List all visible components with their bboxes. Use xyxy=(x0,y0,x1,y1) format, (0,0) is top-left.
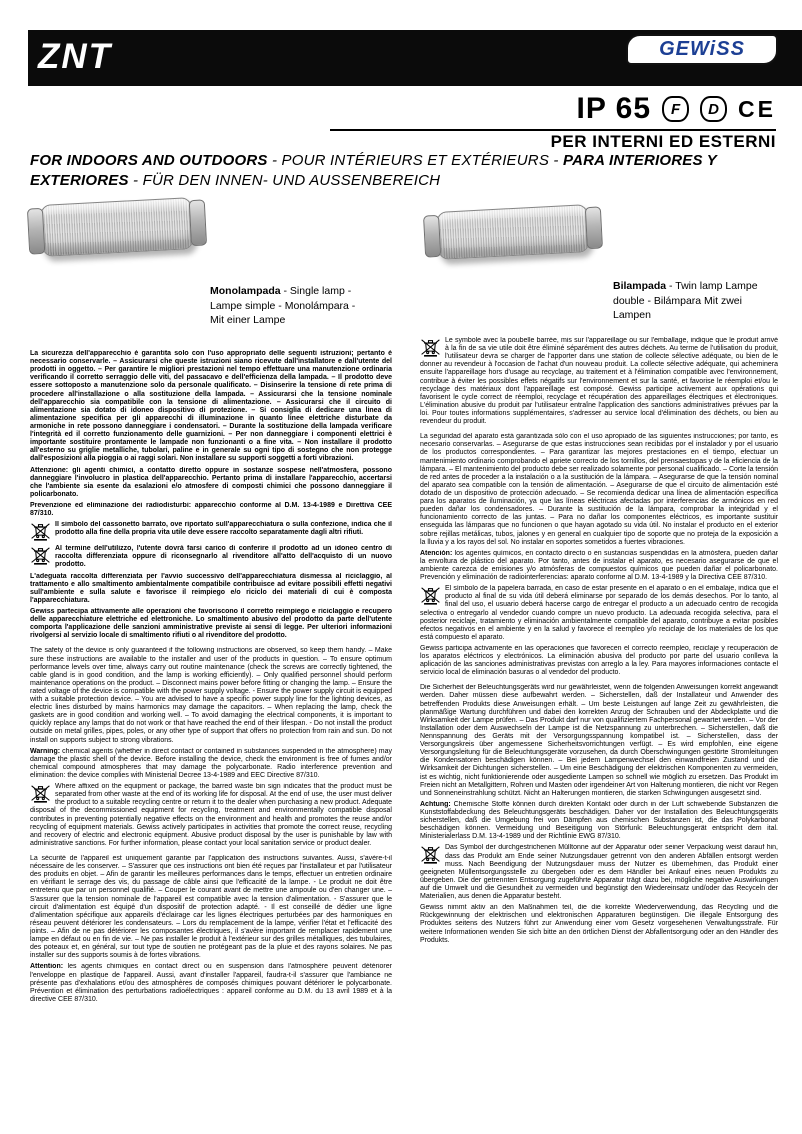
end-cap xyxy=(585,206,603,249)
paragraph-es-safety: La seguridad del aparato está garantizada sólo con el uso apropiado de las siguientes instrucciones; por tanto, es necesario conservarlas. – Asegurarse de que estas instrucciones sean recibidas por el instalador y por el usuario de los productos correspondientes. – Para garantizar las mejores prestaciones en el tiempo, efectuar un mantenimiento ordinario comprobando el apriete correcto de los tornillos, del prensaestopas y de la eficiencia de la lámpara. – El mantenimiento del producto debe ser realizado solamente por personal cualificado. – Corte la tensión de red antes de proceder a la instalación o a la sustitución de la lámpara. – Asegurarse de que la tensión nominal del aparato sea compatible con la tensión de alimentación. – Asegurarse de que el circuito de alimentación esté dotado de un dispositivo de protección adecuado. – Se recomienda dedicar una línea de alimentación específica para los aparatos de iluminación, ya que las líneas eléctricas afectadas por interferencias de armónicos en red pueden dañar los condensadores. – Durante la sustitución de la lámpara, comprobar la integridad y el funcionamiento correcto de las juntas. – Para no dañar los componentes eléctricos, es importante sustituir enseguida las lámparas que no funcionen o que hayan agotado su vida útil. No instalar el producto en el exterior sobre rejillas metálicas, tubos, jalones y en general en cualquier tipo de soporte que no proteja de la exposición a la lluvia y a los rayos del sol. No instalar en soportes sometidos a fuertes vibraciones. xyxy=(420,433,778,546)
end-cap xyxy=(27,208,45,255)
znt-logo: ZNT xyxy=(38,37,113,76)
gewiss-logo-text: GEWiSS xyxy=(659,38,745,60)
weee-bin-icon xyxy=(30,546,51,565)
end-cap xyxy=(423,215,441,258)
heading-segment: - xyxy=(128,171,143,189)
paragraph-fr-weee: Le symbole avec la poubelle barrée, mis sur l'appareillage ou sur l'emballage, indique que le produit arrivé à la fin de sa vie utile doit être éliminé séparément des autres déchets. Au terme de l'utilisation du produit, l'utilisateur devra se charger de l'apporter dans une station de collecte sélective adéquate, ou bien de le donner au revendeur à l'occasion de l'achat d'un nouveau produit. La collecte sélective adéquate, qui acheminera ensuite l'appareillage hors d'usage au recyclage, au traitement et à l'élimination compatible avec l'environnement, contribue à éviter les possibles effets négatifs sur l'environnement et sur la santé, et favorise le réemploi et/ou le recyclage des matériaux dont l'appareillage est composé. Gewiss participe activement aux opérations qui favorisent le cycle correct de réemploi, recyclage et récupération des appareillages électriques et électroniques. L'élimination abusive du produit par l'utilisateur entraîne l'application des sanctions administratives prévues par la loi. Pour toutes informations supplémentaires, s'adresser au service local d'élimination des déchets, ou bien au revendeur du produit. xyxy=(420,337,778,426)
paragraph-lead: Atención: xyxy=(420,549,455,557)
paragraph-lead: Warning: xyxy=(30,747,63,755)
ribbed-diffuser xyxy=(38,197,197,257)
paragraph-de-safety: Die Sicherheit der Beleuchtungsgeräts wird nur gewährleistet, wenn die folgenden Anweisungen korrekt angewandt werden. Daher müssen diese aufbewahrt werden. – Sicherstellen, daß der Installateur und Anwender des betreffenden Produkts diese Anweisungen erhält. – Um beste Leistungen auf lange Zeit zu gewährleisten, die planmäßige Wartung durchführen und dabei den korrekten Anzug der Schrauben und der Abdeckplatte und die Wirksamkeit der Lampe prüfen. – Das Produkt darf nur von qualifiziertem Fachpersonal gewartet werden. – Vor der Installation oder dem Auswechseln der Lampe ist die Netzspannung zu unterbrechen. – Sicherstellen, daß die Nennspannung des Geräts mit der Versorgungsspannung kompatibel ist. – Sicherstellen, dass der Versorgungskreis über angemessene Sicherheitsvorrichtungen verfügt. – Es wird empfohlen, eine eigene Versorgungsleitung für die Beleuchtungsgeräte vorzusehen, da durch Oberschwingungen gestörte Stromleitungen die Kondensatoren beschädigen können. – Bei jedem Lampenwechsel den einwandfreien Zustand und die Wirksamkeit der Dichtungen sicherstellen. – Um eine Beschädigung der elektrischen Komponenten zu vermeiden, ist es wichtig, nicht funktionierende oder ausgediente Lampen so schnell wie möglich zu ersetzen. Das Produkt im Freien nicht an Metallgittern, Rohren und Masten oder irgendeiner Art von Halterung montieren, die nicht vor Regen und Sonneneinstrahlung schützt. Nicht an Halterungen montieren, die starken Schwingungen ausgesetzt sind. xyxy=(420,684,778,797)
heading-segment: FOR INDOORS AND OUTDOORS xyxy=(30,152,268,169)
caption-twin-lamp-bold: Bilampada xyxy=(613,280,667,292)
ribbed-diffuser xyxy=(434,204,592,260)
header-bar xyxy=(28,30,802,86)
paragraph-it-weee-1: Il simbolo del cassonetto barrato, ove riportato sull'apparecchiatura o sulla confezione, indica che il prodotto alla fine della propria vita utile deve essere raccolto separatamente dagli altri rifiuti. xyxy=(30,521,392,542)
luminaire-render-single xyxy=(27,195,208,258)
paragraph-de-weee: Das Symbol der durchgestrichenen Mülltonne auf der Apparatur oder seiner Verpackung weist darauf hin, dass das Produkt am Ende seiner Nutzungsdauer getrennt von den anderen Abfällen entsorgt werden muss. Nach Beendigung der Nutzungsdauer muss der Nutzer es übernehmen, das Produkt einer geeigneten Müllentsorgungsstelle zu übergeben oder es dem Händler bei Ankauf eines neuen Produkts zu übergeben. Die der getrennten Entsorgung zugeführte Apparatur trägt dazu bei, mögliche negative Auswirkungen auf die Umwelt und die Gesundheit zu vermeiden und begünstigt den Wiedereinsatz und/oder das Recyceln der Materialien, aus denen die Apparatur besteht. xyxy=(420,844,778,901)
ce-mark-icon: CE xyxy=(738,95,776,122)
heading-segment: - xyxy=(549,152,563,169)
paragraph-it-attenzione: Attenzione: gli agenti chimici, a contatto diretto oppure in sostanze sospese nell'atmosfera, possono danneggiare l'involucro in plastica dell'apparecchio. Pertanto prima di installare l'apparecchio, accertarsi che l'ambiente sia esente da esalazioni e/o atmosfere di composti chimici che possono danneggiare il policarbonato. xyxy=(30,466,392,498)
d-mark-icon: D xyxy=(700,96,727,122)
f-mark-icon: F xyxy=(662,96,689,122)
subtitle-block xyxy=(330,129,776,152)
paragraph-lead: Attention: xyxy=(30,963,68,971)
rating-row xyxy=(577,92,776,126)
weee-bin-icon xyxy=(420,845,441,864)
paragraph-fr-attention: Attention: les agents chimiques en contact direct ou en suspension dans l'atmosphère peuvent détériorer l'enveloppe en plastique de l'appareil. Aussi, avant d'installer l'appareil, faudra-t-il s'assurer que l'ambiance ne présente pas d'exhalations et/ou des atmosphères de composés chimiques pouvant détériorer le polycarbonate. Prévention et élimination des perturbations radioélectriques : appareil conforme au D.M. du 13 avril 1989 et à la directive CEE 87/310. xyxy=(30,963,392,1003)
paragraph-es-gewiss: Gewiss participa activamente en las operaciones que favorecen el correcto reempleo, reciclaje y recuperación de los aparatos eléctricos y electrónicos. La eliminación abusiva del producto por parte del usuario conlleva la aplicación de las sanciones administrativas previstas con arreglo a la ley. Para mayores informaciones contacte el servicio local de eliminación basuras o al vendedor del producto. xyxy=(420,644,778,677)
weee-bin-icon xyxy=(30,522,51,541)
multilang-heading xyxy=(30,151,778,191)
right-column xyxy=(420,337,778,948)
ip-rating: IP 65 xyxy=(576,92,652,125)
paragraph-es-atencion: Atención: los agentes químicos, en contacto directo o en sustancias suspendidas en la atmósfera, pueden dañar la envoltura de plástico del aparato. Por tanto, antes de instalar el aparato, es necesario asegurarse de que el ambiente carezca de emisiones y/o atmósferas de compuestos químicos que pueden dañar el policarbonato. Prevención y eliminación de radiointerferencias: aparato conforme al D.M. 13-4-1989 y la Directiva CEE 87/310. xyxy=(420,549,778,582)
paragraph-it-radiodisturbi: Prevenzione ed eliminazione dei radiodisturbi: apparecchio conforme al D.M. 13-4-1989 e Direttiva CEE 87/310. xyxy=(30,501,392,518)
product-image-twin-lamp xyxy=(424,207,602,257)
paragraph-it-raccolta: L'adeguata raccolta differenziata per l'avvio successivo dell'apparecchiatura dismessa al riciclaggio, al trattamento e allo smaltimento ambientalmente compatibile contribuisce ad evitare possibili effetti negativi sull'ambiente e sulla salute e favorisce il reimpiego e/o riciclo dei materiali di cui è composta l'apparecchiatura. xyxy=(30,572,392,604)
heading-segment: PARA INTERIORES Y EXTERIORES xyxy=(30,152,717,189)
paragraph-it-gewiss: Gewiss partecipa attivamente alle operazioni che favoriscono il corretto reimpiego e riciclaggio e recupero delle apparecchiature elettriche ed elettroniche. Lo smaltimento abusivo del prodotto da parte dell'utente comporta l'applicazione delle sanzioni amministrative previste ai sensi di legge. Per ulteriori informazioni rivolgersi al servizio locale di smaltimento rifiuti o al rivenditore del prodotto. xyxy=(30,607,392,640)
subtitle-italian: PER INTERNI ED ESTERNI xyxy=(550,132,776,151)
paragraph-lead: Attenzione: xyxy=(30,466,73,474)
caption-single-lamp xyxy=(210,284,362,328)
heading-segment: - xyxy=(267,152,282,169)
weee-bin-icon xyxy=(30,784,51,803)
caption-single-lamp-bold: Monolampada xyxy=(210,285,281,297)
weee-bin-icon xyxy=(420,338,441,357)
luminaire-render-twin xyxy=(423,202,603,261)
paragraph-it-safety: La sicurezza dell'apparecchio è garantita solo con l'uso appropriato delle seguenti istruzioni; pertanto è necessario conservarle. – Assicurarsi che queste istruzioni siano ricevute dall'installatore e dall'utente del prodotti in oggetto. – Per garantire le migliori prestazioni nel tempo effettuare una manutenzione ordinaria verificando il corretto serraggio delle viti, del passacavo e dell'efficienza della lampada. – Il prodotto deve essere sottoposto a manutenzione solo da personale qualificato. – Disinserire la tensione di rete prima di procedere all'installazione o alla sostituzione della lampada. – Assicurarsi che la tensione nominale dell'apparecchio sia compatibile con la tensione di alimentazione. – Assicurarsi che il circuito di alimentazione sia dotato di idoneo dispositivo di protezione. – Si consiglia di dedicare una linea di alimentazione specifica per gli apparecchi di illuminazione in quanto linee elettriche disturbate da armoniche in rete possono danneggiare i condensatori. – Durante la sostituzione della lampada verificare l'integrità ed il corretto funzionamento delle guarnizioni. – Per non danneggiare i componenti elettrici è importante sostituire prontamente le lampade non funzionanti o a fine vita. – Non installare il prodotto all'esterno su griglie metalliche, tubolari, paline e in generale su ogni tipo di sostegno che non protegge dall'esposizioni alla pioggia o ai raggi solari. Non installare su supporti soggetti a forti vibrazioni. xyxy=(30,350,392,463)
caption-twin-lamp-rest: - Twin lamp Lampe double - Bilámpara Mit zwei Lampen xyxy=(613,280,758,322)
paragraph-it-weee-2: Al termine dell'utilizzo, l'utente dovrà farsi carico di conferire il prodotto ad un idoneo centro di raccolta differenziata oppure di riconsegnarlo al rivenditore all'atto dell'acquisto di un nuovo prodotto. xyxy=(30,545,392,569)
heading-segment: FÜR DEN INNEN- UND AUSSENBEREICH xyxy=(142,171,441,189)
weee-bin-icon xyxy=(420,586,441,605)
paragraph-de-achtung: Achtung: Chemische Stoffe können durch direkten Kontakt oder durch in der Luft schwebende Substanzen die Kunststoffabdeckung des Beleuchtungsgeräts beschädigen. Daher vor der Installation des Beleuchtungsgeräts sicherstellen, daß die Umgebung frei von Dämpfen aus chemischen Substanzen ist, die das Polykarbonat beschädigen können. Vermeidung und Beseitigung von Störfunk: Beleuchtungsgerät entspricht dem ital. Ministerialerlass D.M. 13-4-1989 und der Richtlinie EWG 87/310. xyxy=(420,800,778,841)
paragraph-en-safety: The safety of the device is only guaranteed if the following instructions are observed, so keep them handy. – Make sure these instructions are available to the installer and user of the products in question. – To ensure optimum performance levels over time, always carry out routine maintenance (check the screws are correctly tightened, the cable gland is in good condition, and the lamp is working efficiently). – Only qualified personnel should perform maintenance operations on the product. – Disconnect mains power before fitting or changing the lamp. – Ensure the rated voltage of the device is compatible with the power supply voltage. - Ensure the power supply circuit is equipped with a suitable protection device. – You are advised to have a specific power supply line for the lighting devices, as electric lines disturbed by mains harmonics may damage the capacitors. – When replacing the lamp, check the gaskets are in good condition and working well. – To avoid damaging the electrical components, it is important to quickly replace any lamps that do not work or that have reached the end of their lifespan. - Do not install the product outside on metal grilles, pipes, poles, or any other type of support that offers no protection from rain and sun. Do not install on supports subject to strong vibrations. xyxy=(30,647,392,744)
gewiss-logo xyxy=(626,34,778,65)
paragraph-en-warning: Warning: chemical agents (whether in direct contact or contained in substances suspended in the atmosphere) may damage the plastic shell of the device. Before installing the device, check the environment is free of fumes and/or chemical compound atmospheres that may damage the polycarbonate. Radio interference prevention and elimination: the device complies with Ministerial Decree 13-4-1989 and EEC Directive 87/310. xyxy=(30,747,392,780)
paragraph-de-gewiss: Gewiss nimmt aktiv an den Maßnahmen teil, die die korrekte Wiederverwendung, das Recycling und die Rückgewinnung der elektrischen und elektronischen Apparaturen begünstigen. Die illegale Entsorgung des Produktes seitens des Nutzers führt zur Anwendung einer vom Gesetz vorgesehenen Verwaltungsstrafe. Für weitere Informationen wenden Sie sich bitte an den örtlichen Dienst der Abfallentsorgung oder an den Händler des Produkts. xyxy=(420,904,778,944)
paragraph-es-weee: El símbolo de la papelera barrada, en caso de estar presente en el aparato o en el embalaje, indica que el producto al final de su vida útil deberá eliminarse por separado de los demás desechos. Por lo tanto, al final del uso, el usuario deberá hacerse cargo de entregar el producto a un adecuado centro de recogida selectiva o entregarlo al vendedor cuando compre un nuevo producto. La adecuada recogida selectiva, para el posterior reciclaje, tratamiento y eliminación ambientalmente compatible del aparato, contribuye a evitar posibles efectos negativos en el ambiente y en la salud y favorece el reempleo y/o reciclaje de los materiales de los que está compuesto el aparato. xyxy=(420,585,778,641)
paragraph-fr-safety: La sécurité de l'appareil est uniquement garantie par l'application des instructions suivantes. Aussi, s'avère-t-il nécessaire de les conserver. – S'assurer que ces instructions ont bien été reçues par l'installateur et par l'utilisateur des produits en objet. – Afin de garantir les meilleures performances dans le temps, effectuer un entretien ordinaire en vérifiant le serrage des vis, du passage de câble ainsi que l'efficacité de la lampe. - Le produit ne doit être entretenu que par un personnel qualifié. – Couper le courant avant de mettre une ampoule ou d'en changer une. – S'assurer que la tension nominale de l'appareil est compatible avec la tension d'alimentation. - S'assurer que le circuit d'alimentation est équipé d'un dispositif de protection adapté. - Il est conseillé de dédier une ligne d'alimentation spécifique aux appareils d'éclairage car les lignes électriques perturbées par des harmoniques en réseau peuvent détériorer les condensateurs. – Lors du remplacement de la lampe, vérifier l'état et l'efficacité des joints. – Afin de ne pas détériorer les composantes électriques, il s'avère important de remplacer rapidement une lampe en défaut ou en fin de vie. – Ne pas installer le produit à l'extérieur sur des grilles métalliques, des tubulaires, des poteaux et, en général, sur tout type de soutien ne protégeant pas de la pluie et des rayons solaires. Ne pas installer sur des supports soumis à de fortes vibrations. xyxy=(30,855,392,960)
left-column xyxy=(30,350,392,1007)
paragraph-lead: Achtung: xyxy=(420,800,454,808)
end-cap xyxy=(189,199,207,246)
paragraph-en-weee: Where affixed on the equipment or package, the barred waste bin sign indicates that the product must be separated from other waste at the end of its working life for disposal. At the end of use, the user must deliver the product to a suitable recycling centre or return it to the dealer when purchasing a new product. Adequate disposal of the decommissioned equipment for recycling, treatment and environmentally compatible disposal contributes in preventing potentially negative effects on the environment and health and promotes the reuse and/or recycling of equipment materials. Gewiss actively participates in activities that promote the correct reuse, recycling and recovery of electric and electronic equipment. Abusive product disposal by the user is punishable by law with administrative sanctions. For further information, please contact your local sanitation service or product dealer. xyxy=(30,783,392,847)
caption-twin-lamp xyxy=(613,279,778,323)
heading-segment: POUR INTÉRIEURS ET EXTÉRIEURS xyxy=(281,152,550,169)
product-image-single-lamp xyxy=(28,200,206,254)
caption-single-lamp-rest: - Single lamp - Lampe simple - Monolámpara - Mit einer Lampe xyxy=(210,285,356,327)
